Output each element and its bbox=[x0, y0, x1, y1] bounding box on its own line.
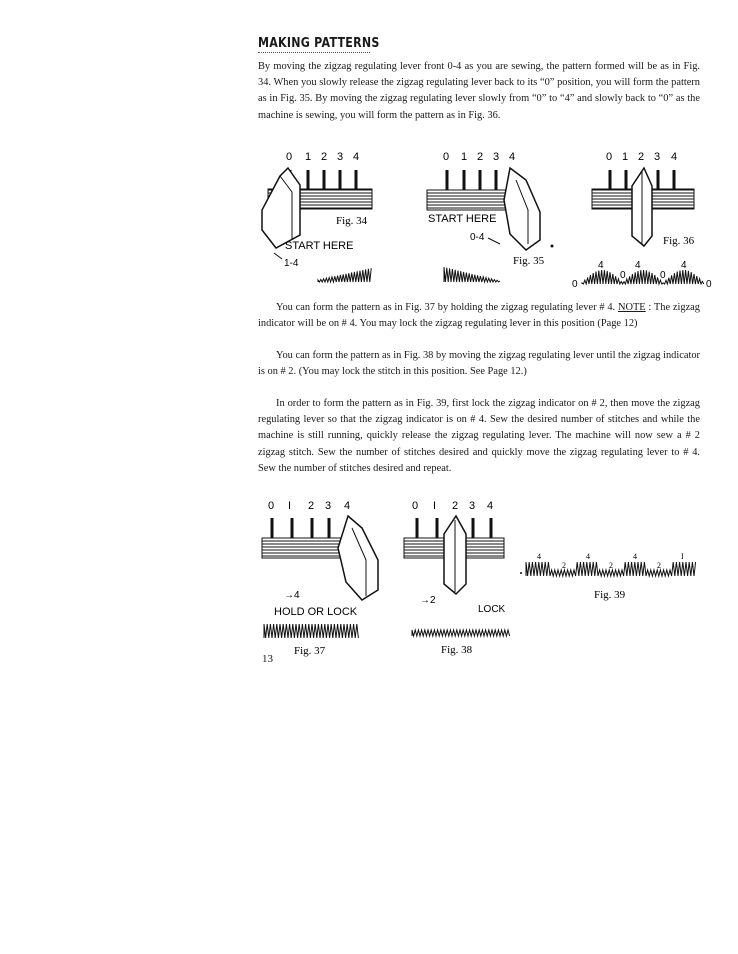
fig35-arrow-label: 0-4 bbox=[470, 232, 485, 243]
fig37-label: Fig. 37 bbox=[294, 645, 326, 657]
fig36-mark-0: 0 bbox=[572, 279, 578, 290]
fig36-tick-4: 4 bbox=[671, 151, 678, 163]
fig38-tick-0: 0 bbox=[412, 500, 419, 512]
note-text: : The zigzag indicator will be on # 4. You may lock the zigzag regulating lever in this position (Page 12) bbox=[258, 302, 700, 330]
fig36-tick-3: 3 bbox=[654, 151, 661, 163]
fig36-mark-2: 0 bbox=[620, 270, 626, 281]
fig36-mark-5: 4 bbox=[681, 260, 687, 271]
fig34-tick-2: 2 bbox=[321, 151, 328, 163]
fig36-tick-1: 1 bbox=[622, 151, 629, 163]
fig38-text: You can form the pattern as in Fig. 38 by moving the zigzag regulating lever until the zigzag indicator is on # 2. (You may lock the stitch in this position. See Page 12.) bbox=[258, 350, 700, 378]
fig39-low-2: 2 bbox=[657, 561, 661, 570]
fig38-diagram bbox=[404, 500, 510, 656]
fig37-arrow-label: →4 bbox=[284, 590, 300, 601]
fig38-arrow-label: →2 bbox=[420, 595, 436, 606]
fig34-tick-4: 4 bbox=[353, 151, 360, 163]
paragraph-fig39 bbox=[258, 396, 700, 477]
fig36-mark-4: 0 bbox=[660, 270, 666, 281]
page-title: MAKING PATTERNS bbox=[258, 36, 380, 51]
fig34-arrow-label: 1-4 bbox=[284, 258, 299, 269]
fig36-tick-2: 2 bbox=[638, 151, 645, 163]
fig35-tick-2: 2 bbox=[477, 151, 484, 163]
fig34-scale bbox=[286, 151, 359, 163]
fig39-top-0: 4 bbox=[537, 552, 541, 561]
fig36-mark-1: 4 bbox=[598, 260, 604, 271]
fig38-tick-3: 3 bbox=[469, 500, 476, 512]
fig39-top-2: 4 bbox=[633, 552, 637, 561]
fig35-start-label: START HERE bbox=[428, 213, 497, 225]
fig35-diagram bbox=[427, 151, 554, 282]
paragraph-fig38 bbox=[258, 348, 700, 380]
paragraph-intro: By moving the zigzag regulating lever front 0-4 as you are sewing, the pattern formed will be as in Fig. 34. When you slowly release the zigzag regulating lever back to its “0” position, you will form the pattern as in Fig. 35. By moving the zigzag regulating lever slowly from “0” to “4” and slowly back to “0” as the machine is sewing, you will form the pattern as in Fig. 36. bbox=[258, 61, 700, 121]
fig39-top-1: 4 bbox=[586, 552, 590, 561]
fig36-mark-6: 0 bbox=[706, 279, 712, 290]
fig36-tick-0: 0 bbox=[606, 151, 613, 163]
paragraph-fig37 bbox=[258, 300, 700, 332]
fig35-tick-1: 1 bbox=[461, 151, 468, 163]
fig34-tick-1: 1 bbox=[305, 151, 312, 163]
fig37-tick-4: 4 bbox=[344, 500, 351, 512]
fig38-tick-4: 4 bbox=[487, 500, 494, 512]
fig38-lock-label: LOCK bbox=[478, 604, 506, 615]
fig39-top-3: I bbox=[681, 552, 684, 561]
fig34-diagram bbox=[262, 151, 372, 282]
fig37-tick-1: I bbox=[288, 500, 292, 512]
fig38-label: Fig. 38 bbox=[441, 644, 473, 656]
fig38-tick-1: I bbox=[433, 500, 437, 512]
fig35-tick-3: 3 bbox=[493, 151, 500, 163]
fig34-start-label: START HERE bbox=[285, 240, 354, 252]
fig39-low-0: 2 bbox=[562, 561, 566, 570]
fig39-text: In order to form the pattern as in Fig. 39, first lock the zigzag indicator on # 2, then move the zigzag regulating lever so that the zigzag indicator is on # 4. Sew the desired number of stitches and while the machine is still running, quickly release the zigzag regulating lever. The machine will now sew a # 2 zigzag stitch. Sew the number of stitches desired and quickly move the zigzag regulating lever to # 4. Sew the number of stitches desired and repeat. bbox=[258, 398, 700, 474]
fig36-diagram bbox=[572, 151, 712, 290]
page-number: 13 bbox=[262, 653, 273, 665]
fig38-tick-2: 2 bbox=[452, 500, 459, 512]
note-label: NOTE bbox=[617, 302, 646, 313]
fig37-tick-2: 2 bbox=[308, 500, 315, 512]
fig36-label: Fig. 36 bbox=[663, 235, 695, 247]
fig37-tick-0: 0 bbox=[268, 500, 275, 512]
fig35-label: Fig. 35 bbox=[513, 255, 545, 267]
fig34-tick-0: 0 bbox=[286, 151, 293, 163]
fig39-low-1: 2 bbox=[609, 561, 613, 570]
fig39-label: Fig. 39 bbox=[594, 589, 626, 601]
fig34-tick-3: 3 bbox=[337, 151, 344, 163]
fig39-diagram bbox=[520, 552, 696, 601]
fig37-diagram bbox=[262, 500, 378, 657]
fig34-label: Fig. 34 bbox=[336, 215, 368, 227]
fig35-tick-0: 0 bbox=[443, 151, 450, 163]
fig35-tick-4: 4 bbox=[509, 151, 516, 163]
fig37-tick-3: 3 bbox=[325, 500, 332, 512]
fig37-hold-label: HOLD OR LOCK bbox=[274, 606, 358, 618]
fig36-mark-3: 4 bbox=[635, 260, 641, 271]
fig37-text: You can form the pattern as in Fig. 37 by holding the zigzag regulating lever # 4. bbox=[276, 302, 616, 313]
